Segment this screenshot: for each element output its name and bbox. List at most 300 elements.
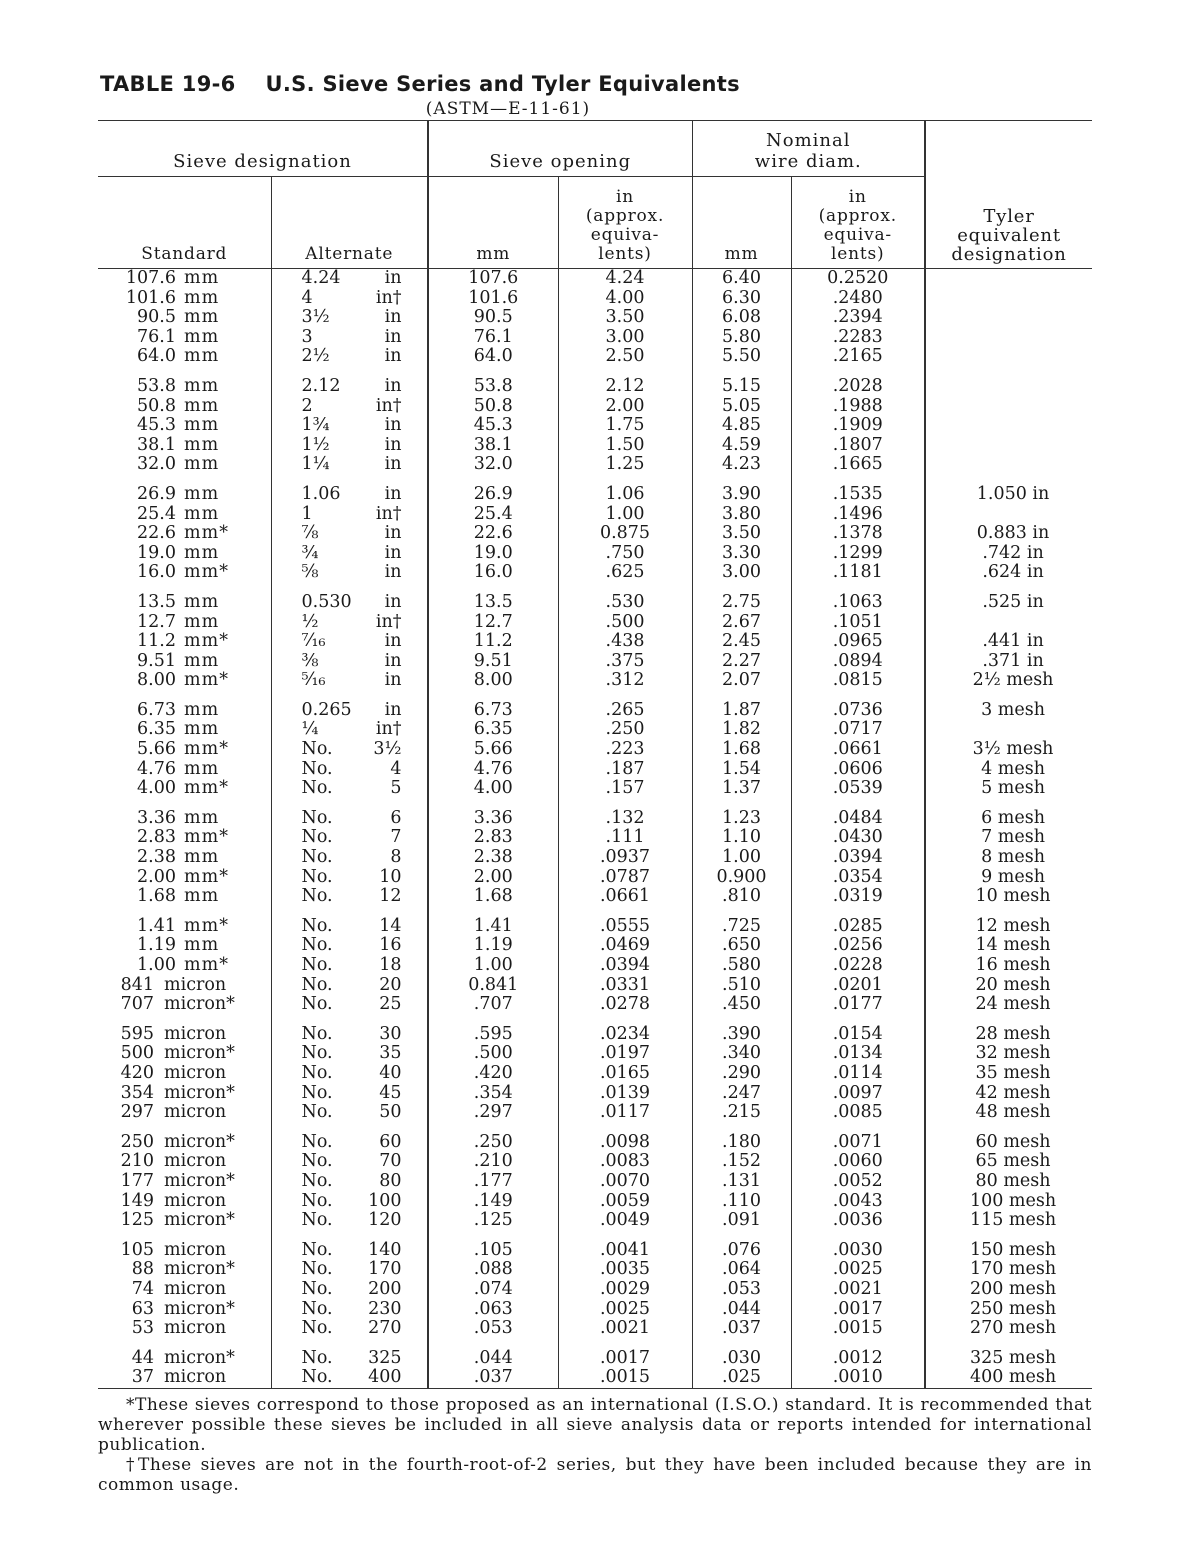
cell-tyler: [925, 347, 1092, 367]
standard-unit: mm*: [184, 562, 229, 583]
cell-opening-mm: .210: [428, 1152, 558, 1172]
cell-opening-in: .0197: [558, 1044, 692, 1064]
cell-wire-in: .1181: [791, 563, 925, 583]
alternate-value: No.: [301, 866, 333, 887]
table-row: [98, 1172, 1092, 1192]
cell-alternate: [271, 907, 428, 937]
cell-wire-in: 0.2520: [791, 269, 925, 289]
standard-value: 101.6: [125, 287, 176, 308]
cell-standard: [98, 1211, 271, 1231]
standard-unit: mm: [184, 542, 220, 563]
cell-wire-in: .0177: [791, 995, 925, 1015]
table-row: [98, 1368, 1092, 1388]
sieve-table: [98, 120, 1092, 1389]
table-row: [98, 828, 1092, 848]
cell-standard: [98, 524, 271, 544]
cell-alternate: [271, 289, 428, 309]
alternate-value: No.: [301, 1210, 333, 1231]
table-row: [98, 1064, 1092, 1084]
cell-alternate: [271, 828, 428, 848]
alternate-unit: in: [384, 542, 402, 563]
header-in-line2: (approx.: [585, 206, 665, 226]
table-row: [98, 691, 1092, 721]
cell-alternate: [271, 613, 428, 633]
cell-tyler: [925, 269, 1092, 289]
cell-opening-in: .187: [558, 760, 692, 780]
cell-wire-in: .0354: [791, 868, 925, 888]
cell-opening-in: .0661: [558, 887, 692, 907]
cell-opening-mm: 1.19: [428, 936, 558, 956]
standard-value: 105: [120, 1239, 154, 1260]
cell-standard: [98, 1064, 271, 1084]
cell-wire-mm: .110: [692, 1192, 791, 1212]
standard-unit: mm: [184, 375, 220, 396]
standard-value: 1.19: [137, 935, 176, 956]
cell-tyler: 170 mesh: [969, 1259, 1057, 1280]
alternate-unit: 80: [379, 1170, 402, 1191]
cell-tyler: 16 mesh: [975, 955, 1051, 975]
alternate-value: No.: [301, 935, 333, 956]
cell-opening-in: 4.24: [558, 269, 692, 289]
alternate-unit: in: [384, 699, 402, 720]
standard-unit: micron: [164, 1062, 227, 1083]
cell-wire-mm: .037: [692, 1319, 791, 1339]
table-row: [98, 1192, 1092, 1212]
standard-value: 595: [120, 1023, 154, 1044]
cell-wire-mm: .053: [692, 1280, 791, 1300]
cell-opening-in: .0041: [558, 1231, 692, 1261]
alternate-unit: in: [384, 591, 402, 612]
cell-standard: [98, 1280, 271, 1300]
cell-wire-mm: 1.37: [692, 779, 791, 799]
table-row: [98, 868, 1092, 888]
standard-value: 50.8: [137, 395, 176, 416]
cell-tyler: [925, 455, 1092, 475]
standard-unit: mm*: [184, 955, 229, 975]
cell-opening-in: .750: [558, 544, 692, 564]
cell-wire-mm: .180: [692, 1123, 791, 1153]
alternate-unit: 7: [390, 827, 402, 848]
document-page: [98, 70, 1092, 1495]
standard-unit: micron: [164, 974, 227, 995]
cell-wire-in: .0815: [791, 671, 925, 691]
standard-value: 19.0: [137, 542, 176, 563]
cell-opening-mm: .420: [428, 1064, 558, 1084]
cell-standard: [98, 563, 271, 583]
standard-value: 420: [120, 1062, 154, 1083]
cell-opening-mm: .074: [428, 1280, 558, 1300]
cell-tyler: 8 mesh: [981, 847, 1045, 868]
cell-opening-in: .0083: [558, 1152, 692, 1172]
cell-opening-mm: .105: [428, 1231, 558, 1261]
standard-value: 53: [131, 1318, 154, 1339]
cell-opening-mm: 32.0: [428, 455, 558, 475]
standard-unit: mm*: [184, 778, 229, 799]
cell-opening-in: 2.50: [558, 347, 692, 367]
standard-unit: micron: [164, 1151, 227, 1172]
cell-tyler: 32 mesh: [975, 1043, 1051, 1064]
cell-wire-mm: .030: [692, 1339, 791, 1369]
cell-alternate: [271, 544, 428, 564]
alternate-unit: 50: [379, 1102, 402, 1123]
alternate-value: 3: [301, 326, 313, 347]
cell-tyler: [925, 613, 1092, 633]
cell-standard: [98, 652, 271, 672]
cell-opening-in: .0469: [558, 936, 692, 956]
cell-standard: [98, 779, 271, 799]
cell-alternate: [271, 524, 428, 544]
cell-tyler: 1.050 in: [976, 483, 1050, 504]
standard-unit: mm*: [184, 631, 229, 652]
cell-tyler: 2½ mesh: [972, 670, 1054, 691]
cell-alternate: [271, 1319, 428, 1339]
alternate-unit: 70: [379, 1151, 402, 1172]
cell-opening-in: 1.06: [558, 475, 692, 505]
cell-standard: [98, 505, 271, 525]
cell-wire-mm: 1.82: [692, 720, 791, 740]
cell-wire-mm: 4.59: [692, 436, 791, 456]
alternate-unit: in: [384, 434, 402, 455]
cell-alternate: [271, 671, 428, 691]
cell-standard: [98, 436, 271, 456]
cell-wire-in: .0015: [791, 1319, 925, 1339]
cell-alternate: [271, 1015, 428, 1045]
table-row: [98, 328, 1092, 348]
cell-standard: [98, 799, 271, 829]
cell-standard: [98, 347, 271, 367]
standard-value: 354: [120, 1082, 154, 1103]
cell-opening-in: .438: [558, 632, 692, 652]
standard-value: 32.0: [137, 454, 176, 475]
cell-alternate: [271, 1103, 428, 1123]
header-wire-mm: mm: [692, 177, 791, 269]
standard-value: 74: [131, 1278, 154, 1299]
cell-opening-in: 3.00: [558, 328, 692, 348]
standard-unit: mm: [184, 591, 220, 612]
cell-opening-in: .250: [558, 720, 692, 740]
cell-opening-mm: 45.3: [428, 416, 558, 436]
cell-wire-mm: 3.50: [692, 524, 791, 544]
cell-alternate: [271, 1172, 428, 1192]
cell-tyler: 10 mesh: [975, 886, 1051, 907]
cell-alternate: [271, 1152, 428, 1172]
alternate-value: 1: [301, 503, 313, 524]
standard-unit: mm: [184, 307, 220, 328]
cell-tyler: [925, 436, 1092, 456]
header-tyler-line1: Tyler: [983, 206, 1035, 227]
cell-opening-mm: 12.7: [428, 613, 558, 633]
cell-opening-in: .0025: [558, 1300, 692, 1320]
cell-opening-mm: .088: [428, 1260, 558, 1280]
cell-wire-mm: .152: [692, 1152, 791, 1172]
alternate-value: ⅝: [301, 562, 319, 583]
cell-tyler: .441 in: [982, 631, 1044, 652]
cell-alternate: [271, 505, 428, 525]
cell-wire-mm: 4.23: [692, 455, 791, 475]
cell-opening-mm: 50.8: [428, 397, 558, 417]
cell-standard: [98, 907, 271, 937]
standard-value: 1.00: [137, 955, 176, 975]
cell-standard: [98, 632, 271, 652]
standard-value: 500: [120, 1043, 154, 1064]
cell-opening-mm: 1.41: [428, 907, 558, 937]
cell-wire-mm: .725: [692, 907, 791, 937]
cell-wire-in: .0025: [791, 1260, 925, 1280]
header-tyler-line3: designation: [951, 244, 1067, 265]
cell-standard: [98, 848, 271, 868]
cell-standard: [98, 760, 271, 780]
alternate-value: No.: [301, 1170, 333, 1191]
table-caption: U.S. Sieve Series and Tyler Equivalents: [265, 72, 740, 96]
cell-wire-in: .0134: [791, 1044, 925, 1064]
cell-opening-in: .0015: [558, 1368, 692, 1388]
cell-wire-in: .0319: [791, 887, 925, 907]
alternate-unit: in: [384, 268, 402, 288]
cell-opening-mm: 9.51: [428, 652, 558, 672]
cell-opening-mm: 107.6: [428, 269, 558, 289]
cell-alternate: [271, 1231, 428, 1261]
standard-value: 37: [131, 1367, 154, 1388]
cell-opening-in: .0029: [558, 1280, 692, 1300]
cell-opening-mm: 4.00: [428, 779, 558, 799]
cell-wire-in: .1378: [791, 524, 925, 544]
table-row: [98, 583, 1092, 613]
alternate-value: ¼: [301, 719, 319, 740]
cell-alternate: [271, 760, 428, 780]
cell-opening-mm: .500: [428, 1044, 558, 1064]
standard-value: 2.00: [137, 866, 176, 887]
cell-standard: [98, 1192, 271, 1212]
cell-tyler: [925, 289, 1092, 309]
cell-wire-in: .1665: [791, 455, 925, 475]
cell-standard: [98, 740, 271, 760]
cell-standard: [98, 308, 271, 328]
table-body: [98, 269, 1092, 1389]
alternate-value: No.: [301, 1131, 333, 1152]
cell-standard: [98, 397, 271, 417]
cell-wire-mm: 1.87: [692, 691, 791, 721]
standard-value: 4.00: [137, 778, 176, 799]
alternate-value: 2.12: [301, 375, 341, 396]
table-row: [98, 289, 1092, 309]
cell-standard: [98, 1152, 271, 1172]
standard-unit: mm*: [184, 915, 229, 936]
cell-opening-mm: 3.36: [428, 799, 558, 829]
cell-wire-mm: .390: [692, 1015, 791, 1045]
cell-opening-mm: 53.8: [428, 367, 558, 397]
table-subtitle: (ASTM—E-11-61): [425, 99, 591, 119]
standard-unit: micron*: [164, 1347, 235, 1368]
cell-wire-in: .2028: [791, 367, 925, 397]
alternate-unit: in†: [375, 287, 402, 308]
cell-standard: [98, 976, 271, 996]
cell-standard: [98, 416, 271, 436]
standard-value: 11.2: [137, 631, 176, 652]
cell-wire-mm: 5.05: [692, 397, 791, 417]
header-tyler: [925, 121, 1092, 269]
standard-value: 45.3: [137, 415, 176, 436]
cell-opening-in: .0049: [558, 1211, 692, 1231]
cell-opening-in: 1.00: [558, 505, 692, 525]
cell-wire-in: .0036: [791, 1211, 925, 1231]
header-in-line3: equiva-: [590, 225, 660, 245]
cell-tyler: 80 mesh: [975, 1170, 1051, 1191]
cell-alternate: [271, 1084, 428, 1104]
cell-tyler: 100 mesh: [969, 1190, 1057, 1211]
cell-standard: [98, 956, 271, 976]
cell-wire-mm: 3.30: [692, 544, 791, 564]
cell-tyler: 3 mesh: [981, 699, 1045, 720]
standard-unit: micron: [164, 1102, 227, 1123]
alternate-unit: 3½: [373, 739, 402, 760]
cell-wire-mm: .215: [692, 1103, 791, 1123]
cell-standard: [98, 1300, 271, 1320]
alternate-unit: in†: [375, 503, 402, 524]
alternate-value: 1¼: [301, 454, 330, 475]
table-row: [98, 1300, 1092, 1320]
standard-value: 26.9: [137, 483, 176, 504]
standard-value: 210: [120, 1151, 154, 1172]
alternate-value: No.: [301, 827, 333, 848]
cell-standard: [98, 1084, 271, 1104]
cell-opening-mm: 90.5: [428, 308, 558, 328]
cell-tyler: .742 in: [982, 542, 1044, 563]
alternate-unit: in: [384, 650, 402, 671]
alternate-unit: 10: [379, 866, 402, 887]
standard-value: 9.51: [137, 650, 176, 671]
cell-alternate: [271, 436, 428, 456]
cell-opening-mm: .053: [428, 1319, 558, 1339]
cell-opening-mm: 101.6: [428, 289, 558, 309]
cell-opening-in: .0139: [558, 1084, 692, 1104]
cell-tyler: [925, 397, 1092, 417]
cell-tyler: 14 mesh: [975, 935, 1051, 956]
table-row: [98, 1211, 1092, 1231]
standard-unit: mm: [184, 611, 220, 632]
header-nominal-wire-diam: [692, 121, 925, 177]
standard-value: 297: [120, 1102, 154, 1123]
alternate-unit: 16: [379, 935, 402, 956]
cell-tyler: 35 mesh: [975, 1062, 1051, 1083]
alternate-value: 3½: [301, 307, 330, 328]
cell-wire-mm: .340: [692, 1044, 791, 1064]
cell-alternate: [271, 1211, 428, 1231]
cell-opening-in: .0059: [558, 1192, 692, 1212]
cell-alternate: [271, 1044, 428, 1064]
standard-value: 2.83: [137, 827, 176, 848]
cell-tyler: .624 in: [982, 562, 1044, 583]
standard-unit: mm: [184, 415, 220, 436]
table-row: [98, 1084, 1092, 1104]
table-row: [98, 397, 1092, 417]
header-tyler-line2: equivalent: [957, 225, 1061, 246]
alternate-value: No.: [301, 1278, 333, 1299]
cell-wire-in: .0060: [791, 1152, 925, 1172]
cell-wire-in: .0085: [791, 1103, 925, 1123]
cell-alternate: [271, 416, 428, 436]
alternate-unit: 30: [379, 1023, 402, 1044]
standard-unit: micron*: [164, 1259, 235, 1280]
cell-opening-in: .0787: [558, 868, 692, 888]
cell-tyler: .525 in: [982, 591, 1044, 612]
cell-opening-mm: 64.0: [428, 347, 558, 367]
cell-tyler: 270 mesh: [969, 1318, 1057, 1339]
cell-opening-in: .0394: [558, 956, 692, 976]
alternate-value: No.: [301, 1151, 333, 1172]
standard-unit: mm: [184, 346, 220, 367]
cell-tyler: [925, 416, 1092, 436]
cell-wire-mm: .450: [692, 995, 791, 1015]
alternate-value: No.: [301, 915, 333, 936]
standard-value: 12.7: [137, 611, 176, 632]
alternate-unit: in: [384, 631, 402, 652]
cell-wire-mm: .810: [692, 887, 791, 907]
standard-value: 25.4: [137, 503, 176, 524]
cell-opening-mm: 16.0: [428, 563, 558, 583]
cell-opening-in: .0021: [558, 1319, 692, 1339]
cell-wire-mm: 1.54: [692, 760, 791, 780]
cell-opening-in: .223: [558, 740, 692, 760]
alternate-value: 2½: [301, 346, 330, 367]
alternate-unit: 20: [379, 974, 402, 995]
table-row: [98, 1231, 1092, 1261]
cell-opening-in: .375: [558, 652, 692, 672]
header-nominal-line2: wire diam.: [754, 151, 862, 172]
cell-wire-in: .0539: [791, 779, 925, 799]
header-wire-in-line1: in: [848, 187, 867, 207]
cell-wire-in: .1051: [791, 613, 925, 633]
cell-alternate: [271, 1339, 428, 1369]
table-row: [98, 1152, 1092, 1172]
cell-wire-in: .0201: [791, 976, 925, 996]
cell-alternate: [271, 691, 428, 721]
cell-opening-in: .0937: [558, 848, 692, 868]
alternate-value: No.: [301, 1347, 333, 1368]
standard-value: 6.73: [137, 699, 176, 720]
cell-opening-mm: .354: [428, 1084, 558, 1104]
cell-standard: [98, 1015, 271, 1045]
cell-wire-mm: 5.80: [692, 328, 791, 348]
cell-opening-in: 1.75: [558, 416, 692, 436]
cell-alternate: [271, 1300, 428, 1320]
cell-tyler: 325 mesh: [969, 1347, 1057, 1368]
table-row: [98, 563, 1092, 583]
standard-unit: micron: [164, 1278, 227, 1299]
cell-opening-mm: .063: [428, 1300, 558, 1320]
cell-standard: [98, 328, 271, 348]
standard-value: 707: [120, 994, 154, 1015]
table-row: [98, 976, 1092, 996]
cell-wire-in: .0097: [791, 1084, 925, 1104]
cell-alternate: [271, 367, 428, 397]
cell-alternate: [271, 652, 428, 672]
cell-wire-mm: .064: [692, 1260, 791, 1280]
table-row: [98, 1103, 1092, 1123]
cell-wire-mm: 2.27: [692, 652, 791, 672]
standard-unit: mm: [184, 847, 220, 868]
table-row: [98, 720, 1092, 740]
cell-wire-mm: 2.67: [692, 613, 791, 633]
standard-value: 177: [120, 1170, 154, 1191]
cell-wire-in: .0394: [791, 848, 925, 868]
table-row: [98, 1044, 1092, 1064]
cell-alternate: [271, 308, 428, 328]
cell-wire-in: .2283: [791, 328, 925, 348]
cell-wire-mm: 3.90: [692, 475, 791, 505]
table-row: [98, 367, 1092, 397]
cell-opening-in: .0070: [558, 1172, 692, 1192]
table-row: [98, 887, 1092, 907]
